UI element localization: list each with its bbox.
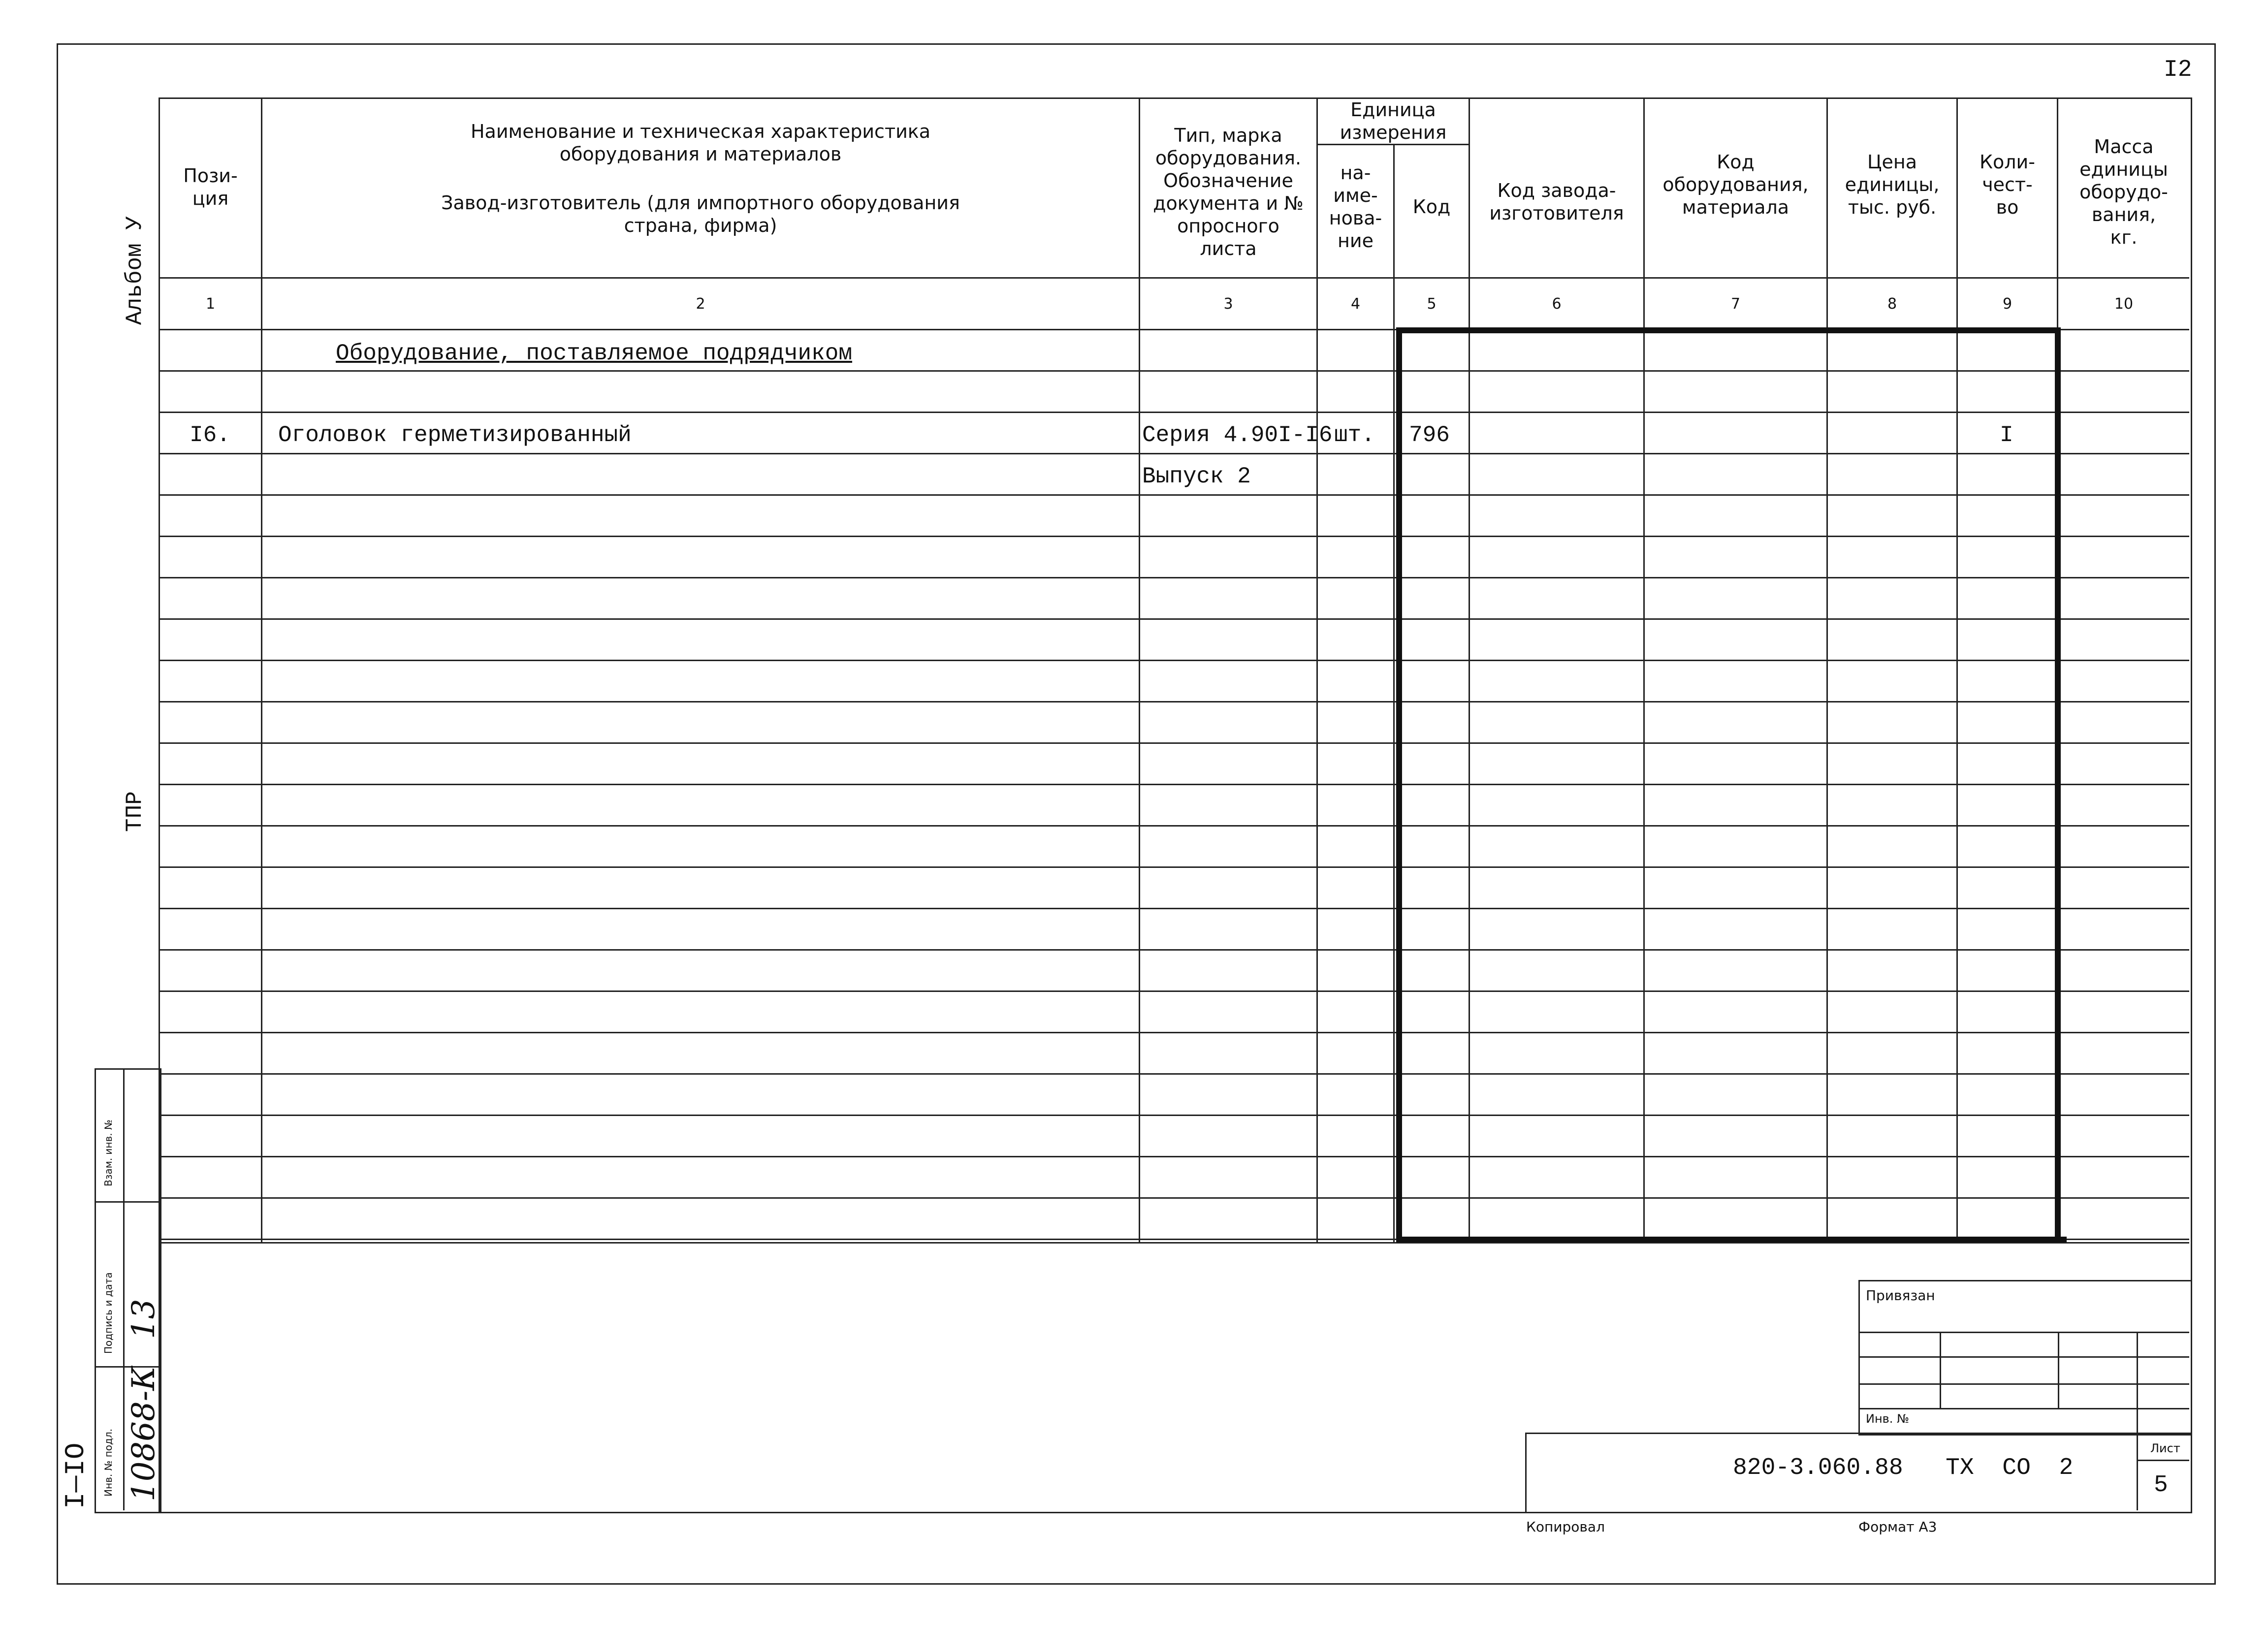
table-row-line [159, 1073, 2189, 1075]
table-row-line [159, 1197, 2189, 1199]
header-sub-line [1316, 144, 1469, 145]
colnum-5: 5 [1427, 295, 1437, 313]
colnum-7: 7 [1730, 295, 1741, 313]
header-unit-group: Единица измерения [1340, 99, 1447, 143]
side-label-album: Альбом У [122, 216, 148, 325]
colnum-1: 1 [205, 295, 216, 313]
bold-box-left [1396, 327, 1402, 1242]
header-position: Пози- ция [183, 165, 238, 209]
left-strip-vzam: Взам. инв. № [102, 1119, 114, 1186]
header-factory-code: Код завода- изготовителя [1489, 180, 1624, 224]
stamp-vline-1 [1940, 1332, 1941, 1408]
table-row-line [159, 784, 2189, 785]
col-line-3 [1316, 97, 1318, 1242]
left-strip-inv-value: 10868-К [126, 1366, 162, 1501]
stamp-inv-label: Инв. № [1866, 1412, 1910, 1426]
table-row-line [159, 536, 2189, 537]
colnum-10: 10 [2114, 295, 2134, 313]
colnum-9: 9 [2002, 295, 2012, 313]
stamp-line-3 [1858, 1383, 2189, 1385]
stamp-line-2 [1858, 1356, 2189, 1358]
row-position: I6. [190, 422, 230, 448]
header-name-1: Наименование и техническая характеристика оборудования и материалов [470, 121, 931, 165]
header-type: Тип, марка оборудования. Обозначение документа и № опросного листа [1153, 125, 1304, 259]
table-row-line [159, 742, 2189, 744]
colnum-4: 4 [1350, 295, 1361, 313]
stamp-line-1 [1858, 1332, 2189, 1333]
table-row-line [159, 1115, 2189, 1116]
stamp-sheet-number: 5 [2154, 1472, 2168, 1499]
stamp-bound-label: Привязан [1866, 1287, 1935, 1304]
col-line-2 [1139, 97, 1140, 1242]
table-row-line [159, 825, 2189, 827]
left-strip-inv: Инв. № подл. [102, 1429, 114, 1497]
table-row-line [159, 1156, 2189, 1157]
row-quantity: I [2000, 422, 2013, 448]
header-equipment-code: Код оборудования, материала [1662, 151, 1809, 218]
table-row-line [159, 949, 2189, 951]
header-mass: Масса единицы оборудо- вания, кг. [2079, 136, 2168, 248]
stamp-line-4 [1858, 1408, 2189, 1409]
row-unit: шт. [1334, 422, 1375, 448]
stamp-format: Формат А3 [1858, 1519, 1937, 1535]
header-price: Цена единицы, тыс. руб. [1845, 151, 1940, 218]
table-row-line [159, 370, 2189, 372]
row-type-2: Выпуск 2 [1142, 464, 1251, 489]
table-row-line [159, 660, 2189, 661]
colnum-2: 2 [696, 295, 705, 313]
table-row-line [159, 494, 2189, 496]
stamp-vline-3 [2137, 1332, 2138, 1433]
row-code: 796 [1409, 422, 1450, 448]
table-row-line [159, 618, 2189, 620]
header-name-2: Завод-изготовитель (для импортного оборудования страна, фирма) [441, 192, 960, 236]
stamp-sheet-line [2137, 1460, 2189, 1461]
stamp-doc-code: 820-3.060.88 ТХ СО 2 [1733, 1455, 2074, 1481]
col-line-5 [1469, 97, 1470, 1242]
side-label-tpr: ТПР [122, 791, 148, 832]
table-row-line [159, 990, 2189, 992]
table-row-line [159, 701, 2189, 702]
colnum-6: 6 [1552, 295, 1562, 313]
left-strip-ref: I—IO [60, 1442, 92, 1509]
header-unit-name: на- име- нова- ние [1329, 162, 1382, 252]
left-strip-sign-date: Подпись и дата [102, 1272, 114, 1354]
stamp-sheet-divider [2137, 1433, 2138, 1510]
table-row-line [159, 577, 2189, 578]
table-row-line [159, 908, 2189, 909]
stamp-copied: Копировал [1526, 1519, 1605, 1535]
table-row-line [159, 453, 2189, 454]
colnum-3: 3 [1223, 295, 1233, 313]
left-strip-sign-value: 13 [126, 1299, 162, 1339]
table-row-line [159, 412, 2189, 413]
header-unit-code: Код [1412, 196, 1451, 218]
row-name: Оголовок герметизированный [278, 422, 632, 448]
left-strip-line-1 [95, 1201, 159, 1203]
page-number: I2 [2164, 57, 2192, 83]
section-title: Оборудование, поставляемое подрядчиком [336, 341, 852, 366]
header-quantity: Коли- чест- во [1980, 151, 2035, 218]
col-line-6 [1643, 97, 1645, 1242]
stamp-vline-2 [2058, 1332, 2059, 1408]
col-line-7 [1826, 97, 1828, 1242]
bold-box-right [2055, 327, 2061, 1242]
stamp-sheet-label: Лист [2150, 1441, 2180, 1455]
table-row-line [159, 866, 2189, 868]
table-row-line [159, 1032, 2189, 1033]
col-line-1 [261, 97, 262, 1242]
colnum-8: 8 [1887, 295, 1897, 313]
bold-box-bottom [1396, 1237, 2067, 1243]
row-type-1: Серия 4.90I-I6 [1142, 422, 1333, 448]
left-strip-divider [123, 1068, 125, 1510]
col-line-8 [1956, 97, 1958, 1242]
